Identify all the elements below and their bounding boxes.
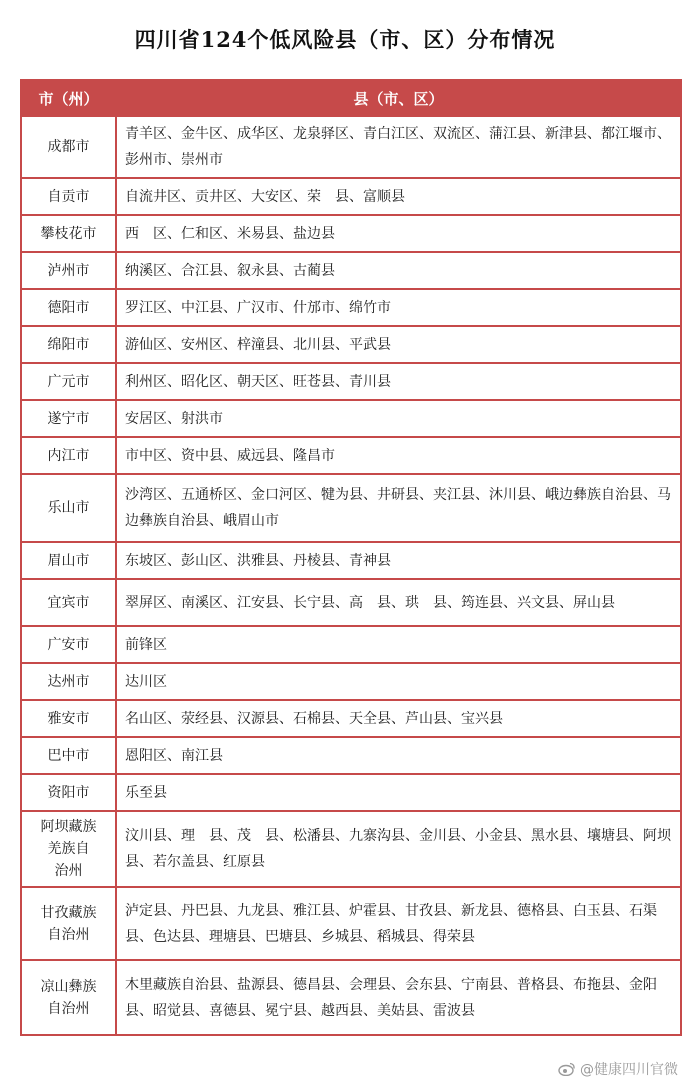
table-row — [21, 960, 681, 1035]
city-cell: 资阳市 — [21, 774, 116, 811]
header-counties: 县（市、区） — [116, 80, 681, 116]
counties-cell: 汶川县、理 县、茂 县、松潘县、九寨沟县、金川县、小金县、黑水县、壤塘县、阿坝县、若尔盖县、红原县 — [116, 811, 681, 887]
table-row — [21, 363, 681, 400]
counties-cell: 乐至县 — [116, 774, 681, 811]
city-cell: 凉山彝族 自治州 — [21, 960, 116, 1035]
city-cell: 德阳市 — [21, 289, 116, 326]
city-cell: 泸州市 — [21, 252, 116, 289]
city-cell: 广元市 — [21, 363, 116, 400]
watermark — [558, 1059, 678, 1079]
counties-cell: 泸定县、丹巴县、九龙县、雅江县、炉霍县、甘孜县、新龙县、德格县、白玉县、石渠县、色达县、理塘县、巴塘县、乡城县、稻城县、得荣县 — [116, 887, 681, 960]
table-row — [21, 626, 681, 663]
table-row — [21, 579, 681, 626]
counties-cell: 名山区、荥经县、汉源县、石棉县、天全县、芦山县、宝兴县 — [116, 700, 681, 737]
table-row — [21, 326, 681, 363]
city-cell: 遂宁市 — [21, 400, 116, 437]
table-row — [21, 252, 681, 289]
table-header-row — [21, 80, 681, 116]
city-cell: 内江市 — [21, 437, 116, 474]
page-title: 四川省124个低风险县（市、区）分布情况 — [134, 27, 556, 52]
counties-cell: 青羊区、金牛区、成华区、龙泉驿区、青白江区、双流区、蒲江县、新津县、都江堰市、彭州市、崇州市 — [116, 116, 681, 178]
counties-cell: 纳溪区、合江县、叙永县、古蔺县 — [116, 252, 681, 289]
city-cell: 宜宾市 — [21, 579, 116, 626]
table-body — [21, 116, 681, 1035]
counties-cell: 自流井区、贡井区、大安区、荣 县、富顺县 — [116, 178, 681, 215]
city-cell: 达州市 — [21, 663, 116, 700]
risk-table — [20, 79, 682, 1036]
table-row — [21, 774, 681, 811]
table-row — [21, 887, 681, 960]
table-row — [21, 437, 681, 474]
city-cell: 攀枝花市 — [21, 215, 116, 252]
city-cell: 巴中市 — [21, 737, 116, 774]
city-cell: 成都市 — [21, 116, 116, 178]
counties-cell: 市中区、资中县、威远县、隆昌市 — [116, 437, 681, 474]
counties-cell: 罗江区、中江县、广汉市、什邡市、绵竹市 — [116, 289, 681, 326]
watermark-text: @健康四川官微 — [580, 1062, 678, 1078]
city-cell: 广安市 — [21, 626, 116, 663]
counties-cell: 翠屏区、南溪区、江安县、长宁县、高 县、珙 县、筠连县、兴文县、屏山县 — [116, 579, 681, 626]
city-cell: 眉山市 — [21, 542, 116, 579]
header-city: 市（州） — [21, 80, 116, 116]
counties-cell: 西 区、仁和区、米易县、盐边县 — [116, 215, 681, 252]
table-row — [21, 542, 681, 579]
city-cell: 乐山市 — [21, 474, 116, 542]
counties-cell: 东坡区、彭山区、洪雅县、丹棱县、青神县 — [116, 542, 681, 579]
table-row — [21, 116, 681, 178]
weibo-icon — [558, 1062, 576, 1076]
city-cell: 自贡市 — [21, 178, 116, 215]
table-row — [21, 663, 681, 700]
table-row — [21, 737, 681, 774]
counties-cell: 前锋区 — [116, 626, 681, 663]
city-cell: 雅安市 — [21, 700, 116, 737]
table-row — [21, 474, 681, 542]
counties-cell: 恩阳区、南江县 — [116, 737, 681, 774]
counties-cell: 达川区 — [116, 663, 681, 700]
city-cell: 阿坝藏族 羌族自 治州 — [21, 811, 116, 887]
city-cell: 绵阳市 — [21, 326, 116, 363]
counties-cell: 木里藏族自治县、盐源县、德昌县、会理县、会东县、宁南县、普格县、布拖县、金阳县、昭觉县、喜德县、冕宁县、越西县、美姑县、雷波县 — [116, 960, 681, 1035]
table-row — [21, 215, 681, 252]
city-cell: 甘孜藏族 自治州 — [21, 887, 116, 960]
table-row — [21, 178, 681, 215]
counties-cell: 利州区、昭化区、朝天区、旺苍县、青川县 — [116, 363, 681, 400]
table-row — [21, 400, 681, 437]
table-row — [21, 289, 681, 326]
counties-cell: 沙湾区、五通桥区、金口河区、犍为县、井研县、夹江县、沐川县、峨边彝族自治县、马边彝族自治县、峨眉山市 — [116, 474, 681, 542]
table-row — [21, 700, 681, 737]
counties-cell: 安居区、射洪市 — [116, 400, 681, 437]
counties-cell: 游仙区、安州区、梓潼县、北川县、平武县 — [116, 326, 681, 363]
table-row — [21, 811, 681, 887]
